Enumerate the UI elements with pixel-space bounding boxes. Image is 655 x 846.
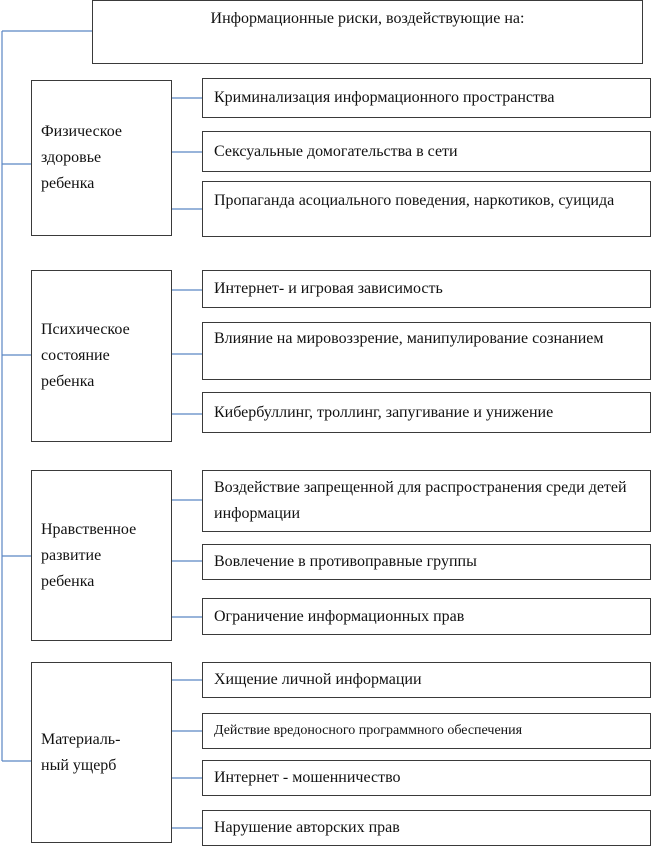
risk-item: Кибербуллинг, троллинг, запугивание и унижение [202, 392, 651, 433]
risk-item: Влияние на мировоззрение, манипулирование сознанием [202, 322, 651, 380]
risk-item: Интернет - мошенничество [202, 760, 651, 796]
risk-item: Сексуальные домогательства в сети [202, 131, 651, 172]
risk-item: Хищение личной информации [202, 662, 651, 698]
risk-item: Пропаганда асоциального поведения, наркотиков, суицида [202, 181, 651, 237]
category-material-damage [31, 662, 172, 843]
risk-item: Нарушение авторских прав [202, 810, 651, 846]
category-label-line: Физическое [41, 123, 122, 140]
category-label-line: ребенка [41, 373, 95, 390]
risk-item: Воздействие запрещенной для распространения среди детей информации [202, 470, 651, 532]
category-label-line: Материаль- [41, 730, 121, 748]
risk-item: Вовлечение в противоправные группы [202, 544, 651, 580]
risk-item: Криминализация информационного пространства [202, 78, 651, 118]
category-label-line: Нравственное [41, 520, 137, 538]
risk-item: Интернет- и игровая зависимость [202, 270, 651, 308]
category-moral-development [31, 470, 172, 641]
category-label-line: здоровье [41, 149, 102, 166]
diagram-title-text: Информационные риски, воздействующие на: [210, 10, 525, 27]
category-label-line: ный ущерб [41, 756, 117, 774]
category-label-line: ребенка [41, 175, 95, 192]
category-mental-state [31, 270, 172, 442]
category-physical-health [31, 80, 172, 236]
category-label-line: ребенка [41, 572, 95, 590]
category-label-line: состояние [41, 347, 110, 364]
diagram-title [92, 0, 643, 64]
risk-item: Ограничение информационных прав [202, 598, 651, 635]
risk-item: Действие вредоносного программного обеспечения [202, 713, 651, 749]
category-label-line: развитие [41, 546, 102, 564]
category-label-line: Психическое [41, 321, 130, 338]
